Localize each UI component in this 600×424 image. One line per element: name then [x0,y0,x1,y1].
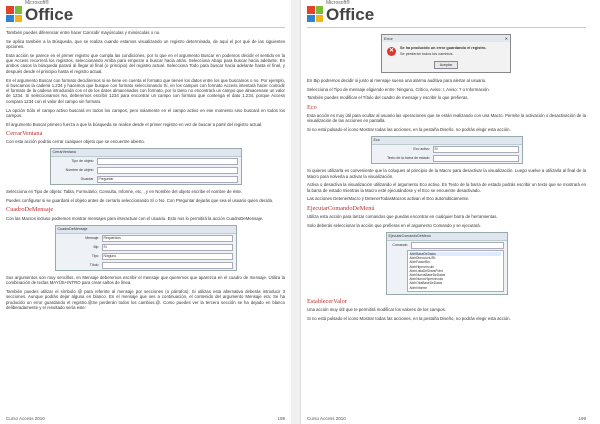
argument-row: Texto de la barra de estado [372,154,522,163]
screenshot-title: CerrarVentana [51,149,241,157]
paragraph: También puedes diferenciar entre hacer Coincidir mayúsculas y minúsculas o no. [6,30,161,35]
paragraph: Las acciones DetenerMacro y DetenerTodasMacros activan el Eco automáticamente. [307,196,470,202]
argument-row: Guardar Preguntar [51,175,241,184]
screenshot-title: EjecutarComandoDeMenú [387,233,507,241]
paragraph: Puedes configurar si se guardará el objeto antes de cerrarlo seleccionando Sí o No. Con Preguntar dejarás que sea el usuario quien decida. [6,198,274,204]
argument-row: Tipo de objeto [51,157,241,166]
error-dialog [381,34,511,73]
section-heading-cerrar: CerrarVentana [6,129,43,137]
error-message: Se ha producido un error guardando el registro. [400,46,487,51]
paragraph: Si no está pulsado el icono Mostrar todas las acciones, en la pestaña Diseño, no podrás elegir esta acción. [307,315,511,321]
header-divider [307,27,586,28]
office-logo [6,0,74,25]
section-heading-establecer: EstablecerValor [307,297,347,305]
list-item[interactable]: AbrirOtraBaseDeDatos [409,281,443,286]
argument-row: Mensaje Requeridos [56,234,236,243]
screenshot-title: CuadroDeMensaje [56,226,236,234]
cuadrodemensaje-screenshot [55,225,237,271]
list-item[interactable]: AbrirInforme [409,285,428,290]
left-content [6,30,285,314]
argument-row: Título [56,261,236,270]
office-logo-icon [6,6,22,22]
paragraph: También puedes utilizar el símbolo @ para referirte al mensaje por secciones (o párrafos). Si utilizas esta alternativa deberás introducir 3 secciones. Aunque podrás dejar alguna en blanco. En el mensaje que ves a continuación, el contenido del argumento Mensaje era: Se ha producido un error guardando el registro.@Se perderán todos los cambios.@. Como puedes ver la tercera sección se ha dejado en blanco deliberadamente y el resultado sería este: [6,288,285,310]
page-number: 199 [578,416,586,421]
list-item[interactable]: AbrirDirecciónURL [409,256,436,261]
screenshot-title: Eco [372,137,522,145]
paragraph: Esta acción es muy útil para ocultar al usuario las operaciones que se están realizando con una Macro. Permite la activación o desactivación de la visualización de las acciones en pantalla. [307,113,586,124]
section-heading-ejecutar: EjecutarComandoDeMenú [307,204,375,212]
page-footer [307,416,586,421]
page-number: 198 [277,416,285,421]
right-content [307,30,586,325]
error-dialog-title: Error [384,36,393,41]
ejecutarcomando-screenshot [386,232,508,295]
section-heading-cuadro: CuadroDeMensaje [6,206,54,214]
paragraph: También puedes modificar el Título del cuadro de mensaje y escribir lo que prefieras. [307,95,469,101]
office-logo-icon [307,6,323,22]
error-icon: ✕ [388,48,395,55]
error-submessage: Se perderán todos los cambios. [400,51,454,56]
office-wordmark: Microsoft® Office [326,0,375,24]
argument-row: Bip Sí [56,243,236,252]
list-item[interactable]: AbrirListaDeSharePoint [409,268,443,273]
paragraph: Selecciona el Tipo de mensaje eligiendo entre: Ninguno, Crítico, Aviso: !, Aviso: ? o Información. [307,86,490,92]
list-item[interactable]: AbrirFactorBin [409,260,430,265]
paragraph: Una acción muy útil que te permitirá modificar los valores de los campos. [307,307,446,313]
list-item[interactable]: AbrirNuevaBaseDeDatos [409,272,446,277]
right-page [300,0,592,424]
paragraph: En Bip podremos decidir si junto al mensaje suena una alarma auditiva para alertar al usuario. [307,77,487,83]
argument-row: Tipo Ninguno [56,252,236,261]
paragraph: El argumento Buscar primero fuerza a que la búsqueda se realice desde el primer registro en vez de buscar a partir del registro actual. [6,121,263,127]
paragraph: Activa o desactiva la visualización utilizando el argumento Eco activo. En Texto de la barra de estado podrás escribir un texto que se mostrará en la barra de estado mientras la Macro esté ejecutándose y el Eco se encuentre desactivado. [307,182,586,193]
cerrarventana-screenshot [50,148,242,185]
paragraph: Con las Macros incluso podremos mostrar mensajes para interactuar con el usuario. Esto nos lo permitirá la acción CuadroDeMensaje. [6,215,264,221]
page-gutter [291,0,300,424]
list-item[interactable]: AbrirHipervínculo [409,264,434,269]
paragraph: Se aplica también a la Búsqueda, que se realiza cuando estamos visualizando un registro determinado, de aquí el por qué de las siguientes opciones. [6,38,285,50]
paragraph: Con esta acción podrás cerrar cualquier objeto que se encuentre abierto. [6,139,146,145]
left-page [0,0,292,424]
paragraph: La opción Sólo el campo activo buscará en todos los campos, pero solamente en el campo activo en ese momento sino buscará en todos los campos. [6,107,285,118]
argument-row: Eco activo Sí [372,145,522,154]
eco-screenshot [371,136,523,164]
section-heading-eco: Eco [307,103,317,111]
paragraph: Si no está pulsado el icono Mostrar todas las acciones, en la pestaña Diseño, no podrás elegir esta acción. [307,127,511,133]
paragraph: En el argumento Buscar con formato decidiremos si se tiene en cuenta el formato que tienen los datos entre los que buscamos o no. Por ejemplo, si buscamos la cadena 1,234 y hacemos que busque con formato seleccionando Sí, en los campos con formato Access intentará hacer coincidir el formato de la cadena introducida con el de los datos almacenados con formato, por lo tanto no encontrará un campo que almacenase un valor de 1234. Si seleccionamos No, deberemos escribir 1234 para encontrar un campo con formato que contenga el dato 1.234, porque Access compara 1234 con el valor del campo sin formato. [6,77,285,104]
close-icon[interactable]: ✕ [504,36,508,41]
office-wordmark: Microsoft® Office [25,0,74,24]
command-list[interactable] [407,250,504,292]
paragraph: Si quieres utilizarla es conveniente que la coloques al principio de la Macro para desactivar la visualización. Luego vuelve a utilizarla al final de la Macro para volverla a activar la visualización. [307,168,586,179]
footer-course: Curso Access 2010 [307,416,346,421]
paragraph: Utiliza esta acción para lanzar comandos que puedas encontrar en cualquier barra de herramientas. [307,214,498,220]
list-item[interactable]: AbrirNuevoHipervínculo [409,277,444,282]
list-item[interactable]: AbrirBaseDeDatos [410,252,501,256]
page-footer [6,416,285,421]
accept-button[interactable]: Aceptar [434,61,458,69]
paragraph: Esta acción se parece en el primer registro que cumpla las condiciones, por lo que en el argumento Buscar en podemos decidir el sentido en la que Access recorrerá los registros, seleccionando Arriba para empezar a buscar hacia atrás. Selecciona Abajo para buscar hacia adelante. En ambos casos la búsqueda parará al llegar al final (o principio) del registro actual. Selecciona Todo para buscar hacia adelante hasta el final, y después desde el principio hasta el registro actual. [6,52,285,74]
paragraph: Solo deberás seleccionar la acción que prefieras en el argumento Comando y se ejecutará. [307,222,481,228]
header-divider [6,27,285,28]
argument-row: Comando [387,241,507,250]
argument-row: Nombre de objeto [51,166,241,175]
office-logo [307,0,375,25]
command-dropdown[interactable] [411,242,504,249]
paragraph: Sus argumentos son muy sencillos, en Mensaje deberemos escribir el mensaje que queremos que aparezca en el cuadro de mensaje. Utiliza la combinación de teclas MAYÚS+INTRO para crear saltos de línea. [6,274,285,286]
paragraph: Selecciona en Tipo de objeto: Tabla, Formulario, Consulta, Informe, etc, , y en Nombre del objeto escribe el nombre de éste. [6,189,243,195]
footer-course: Curso Access 2010 [6,416,45,421]
